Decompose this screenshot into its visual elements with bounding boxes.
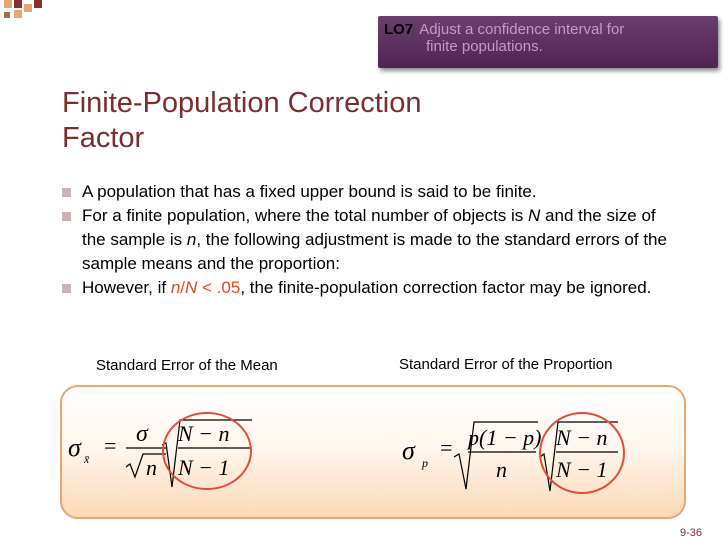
bullet-square-icon bbox=[62, 212, 71, 221]
bullet-item bbox=[62, 180, 682, 204]
sigma-symbol: σ bbox=[68, 433, 81, 462]
slide-title bbox=[62, 86, 421, 156]
bullet-text-2a: For a finite population, where the total number of objects is bbox=[82, 206, 529, 225]
bullet-list bbox=[62, 180, 682, 300]
condition-threshold: < .05 bbox=[197, 278, 241, 297]
learning-objective-line1: Adjust a confidence interval for bbox=[419, 21, 625, 38]
bullet-item bbox=[62, 204, 682, 276]
sigma-numerator: σ bbox=[136, 421, 148, 447]
n-denominator: n bbox=[146, 455, 157, 480]
bullet-text-2b: and the size of the sample is bbox=[82, 206, 656, 249]
learning-objective-text bbox=[384, 21, 714, 55]
formula-svg bbox=[62, 387, 684, 517]
n-denominator-p: n bbox=[496, 457, 507, 482]
learning-objective-tag: LO7 bbox=[384, 21, 414, 38]
bullet-text-3b: , the finite-population correction factor may be ignored. bbox=[240, 278, 652, 297]
condition-n: n bbox=[170, 278, 181, 297]
slide-title-line1: Finite-Population Correction bbox=[62, 87, 422, 119]
label-standard-error-proportion: Standard Error of the Proportion bbox=[399, 356, 613, 373]
learning-objective-line2: finite populations. bbox=[426, 38, 543, 55]
label-standard-error-mean: Standard Error of the Mean bbox=[96, 357, 278, 374]
equals-sign-mean: = bbox=[104, 433, 117, 458]
learning-objective-box bbox=[378, 16, 718, 68]
condition-slash: / bbox=[180, 278, 186, 297]
bullet-item bbox=[62, 276, 682, 300]
bullet-text-2c: , the following adjustment is made to the standard errors of the sample means and the proportion: bbox=[82, 230, 667, 273]
equals-sign-proportion: = bbox=[440, 435, 453, 460]
bullet-square-icon bbox=[62, 284, 71, 293]
formula-panel bbox=[60, 385, 686, 519]
N-minus-1-mean: N − 1 bbox=[178, 455, 230, 480]
condition-N: N bbox=[185, 278, 198, 297]
bullet-text-3a: However, if bbox=[82, 278, 171, 297]
slide-title-line2: Factor bbox=[62, 122, 145, 154]
bullet-text-1: A population that has a fixed upper bound is said to be finite. bbox=[82, 182, 537, 201]
corner-decoration bbox=[0, 0, 60, 24]
p-numerator: p(1 − p) bbox=[468, 425, 542, 450]
bullet-var-n: n bbox=[186, 230, 197, 249]
N-minus-n-proportion: N − n bbox=[556, 425, 608, 450]
bullet-var-N: N bbox=[528, 206, 541, 225]
N-minus-1-proportion: N − 1 bbox=[556, 457, 608, 482]
page-number: 9-36 bbox=[679, 527, 702, 539]
p-subscript: p bbox=[422, 456, 428, 470]
N-minus-n-mean: N − n bbox=[178, 421, 230, 446]
xbar-subscript: x̄ bbox=[84, 452, 90, 466]
sigma-symbol-p: σ bbox=[402, 436, 415, 465]
bullet-square-icon bbox=[62, 188, 71, 197]
